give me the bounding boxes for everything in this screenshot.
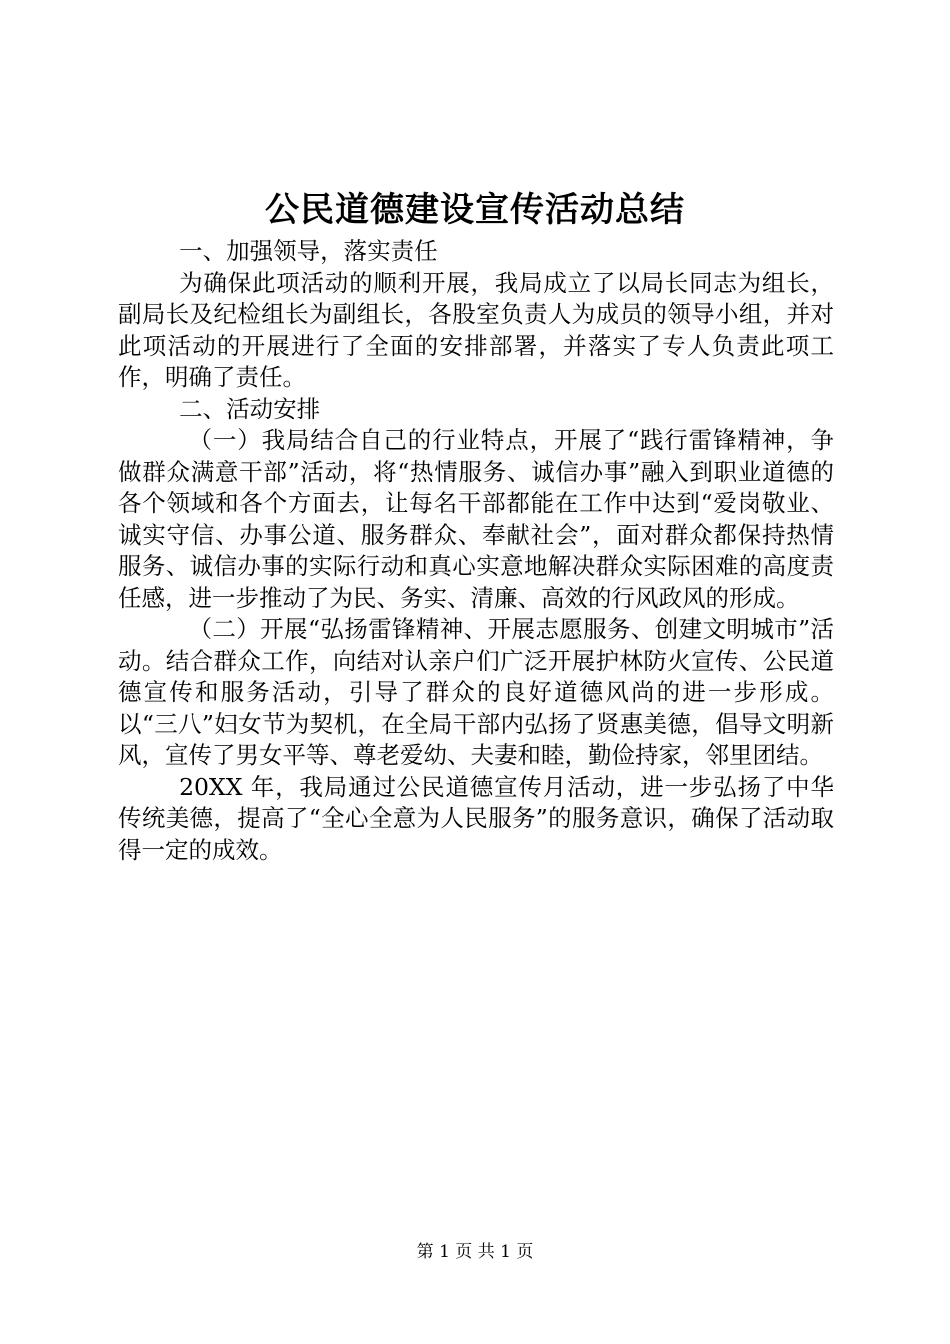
section-heading-1: 一、加强领导，落实责任 [179, 237, 438, 265]
document-title: 公民道德建设宣传活动总结 [265, 190, 685, 230]
section-heading-2: 二、活动安排 [179, 394, 321, 423]
document-body [118, 236, 834, 866]
page-footer: 第 1 页 共 1 页 [416, 1242, 534, 1262]
paragraph-4: 20XX 年，我局通过公民道德宣传月活动，进一步弘扬了中华传统美德，提高了“全心全意为人民服务”的服务意识，确保了活动取得一定的成效。 [118, 772, 834, 864]
paragraph-2: （一）我局结合自己的行业特点，开展了“践行雷锋精神，争做群众满意干部”活动，将“热情服务、诚信办事”融入到职业道德的各个领域和各个方面去，让每名干部都能在工作中达到“爱岗敬业、诚实守信、办事公道、服务群众、奉献社会”，面对群众都保持热情服务、诚信办事的实际行动和真心实意地解决群众实际困难的高度责任感，进一步推动了为民、务实、清廉、高效的行风政风的形成。 [118, 426, 834, 612]
paragraph-1: 为确保此项活动的顺利开展，我局成立了以局长同志为组长，副局长及纪检组长为副组长，各股室负责人为成员的领导小组，并对此项活动的开展进行了全面的安排部署，并落实了专人负责此项工作，明确了责任。 [118, 268, 834, 391]
paragraph-3: （二）开展“弘扬雷锋精神、开展志愿服务、创建文明城市”活动。结合群众工作，向结对认亲户们广泛开展护林防火宣传、公民道德宣传和服务活动，引导了群众的良好道德风尚的进一步形成。以“三八”妇女节为契机，在全局干部内弘扬了贤惠美德，倡导文明新风，宣传了男女平等、尊老爱幼、夫妻和睦，勤俭持家，邻里团结。 [118, 615, 834, 769]
